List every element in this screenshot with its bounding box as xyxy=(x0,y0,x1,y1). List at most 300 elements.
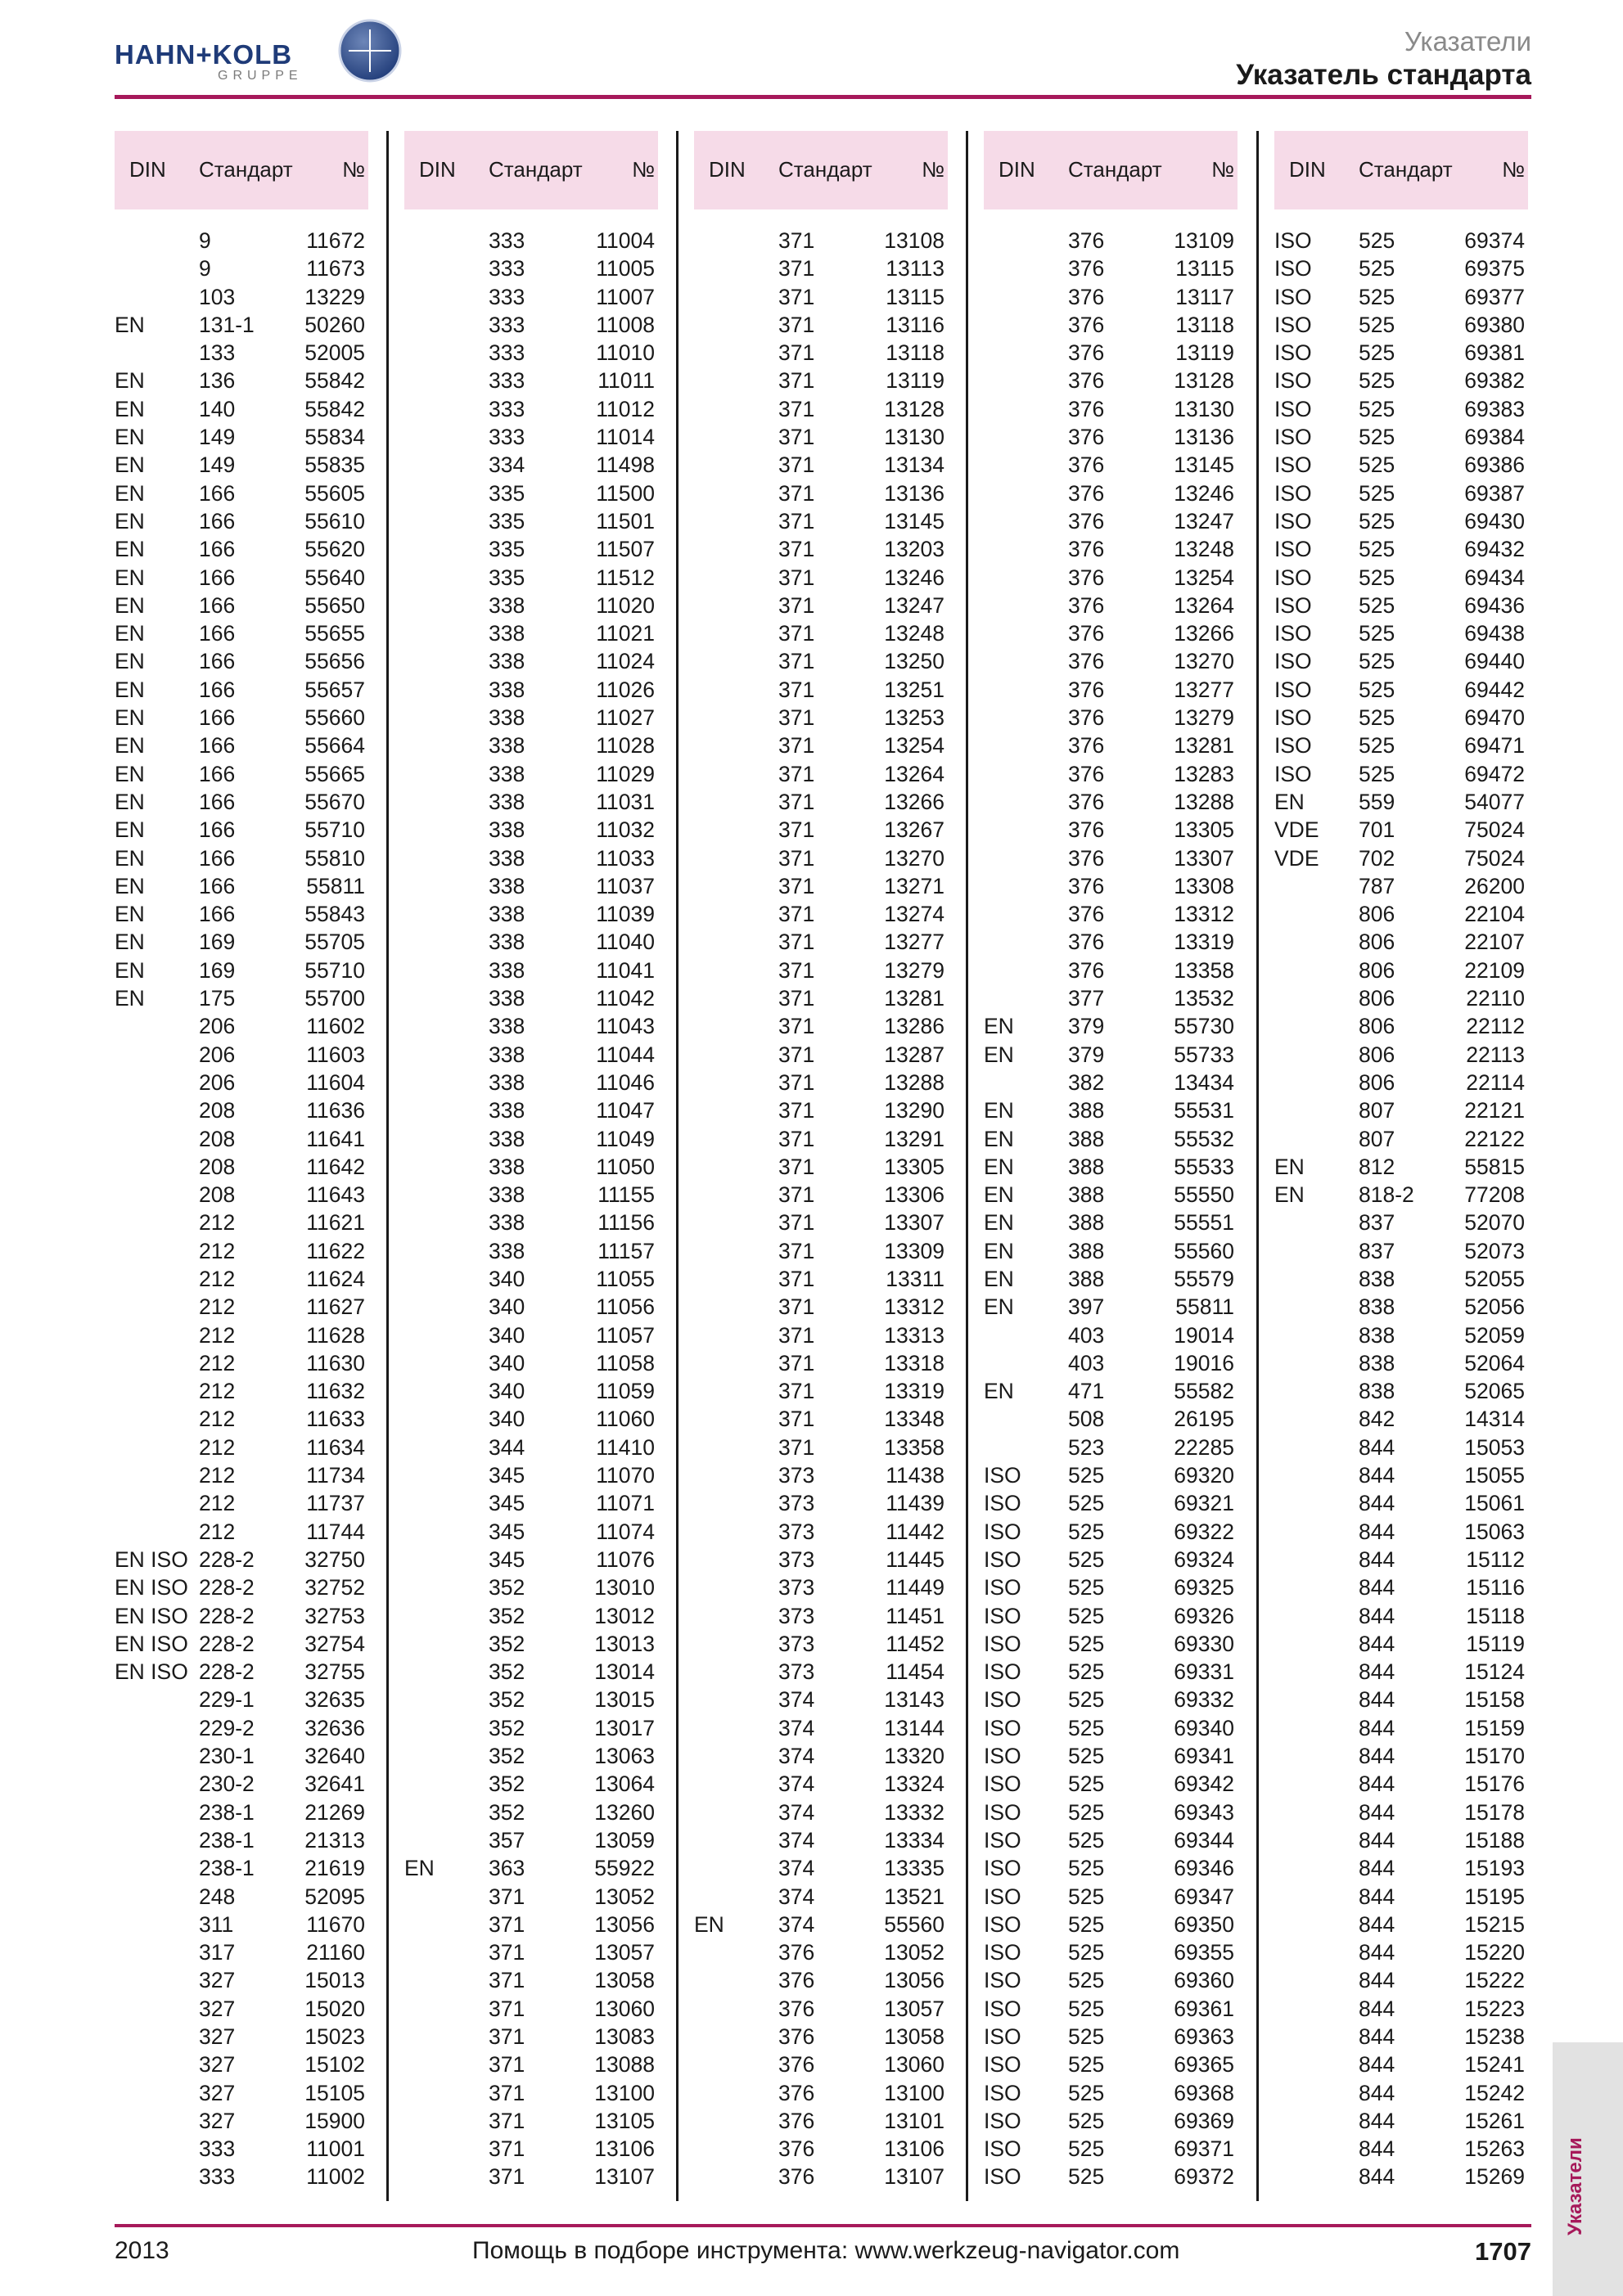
table-row xyxy=(984,1713,1238,1741)
standard-cell: 371 xyxy=(489,1884,525,1909)
table-row xyxy=(1274,1826,1528,1853)
number-cell: 69436 xyxy=(1464,592,1525,618)
table-row xyxy=(694,1769,948,1797)
table-row xyxy=(115,1180,368,1208)
table-row xyxy=(984,591,1238,619)
standard-cell: 208 xyxy=(199,1098,236,1123)
number-cell: 69386 xyxy=(1464,452,1525,478)
table-row xyxy=(404,899,658,927)
standard-cell: 335 xyxy=(489,480,525,506)
number-cell: 13279 xyxy=(1174,705,1234,731)
number-cell: 13083 xyxy=(594,2024,655,2049)
number-cell: 13119 xyxy=(1175,340,1234,366)
standard-cell: 371 xyxy=(778,873,815,898)
din-cell: ISO xyxy=(1274,256,1312,281)
standard-cell: 525 xyxy=(1359,761,1395,786)
standard-cell: 327 xyxy=(199,2024,236,2049)
number-cell: 13358 xyxy=(1174,957,1234,983)
table-row xyxy=(694,787,948,815)
table-row xyxy=(115,1236,368,1264)
standard-cell: 371 xyxy=(778,284,815,309)
table-row xyxy=(404,1321,658,1348)
number-cell: 11498 xyxy=(596,452,655,478)
standard-cell: 376 xyxy=(1068,480,1105,506)
number-cell: 11039 xyxy=(596,902,655,927)
number-cell: 15124 xyxy=(1464,1659,1525,1685)
table-row xyxy=(115,731,368,759)
standard-cell: 525 xyxy=(1068,1884,1105,1909)
standard-cell: 166 xyxy=(199,845,236,871)
table-row xyxy=(694,1068,948,1096)
standard-cell: 371 xyxy=(778,508,815,533)
standard-cell: 338 xyxy=(489,873,525,898)
table-row xyxy=(404,1264,658,1292)
standard-cell: 525 xyxy=(1068,1940,1105,1965)
table-row xyxy=(1274,310,1528,338)
standard-cell: 376 xyxy=(778,2164,815,2190)
number-cell: 15900 xyxy=(304,2108,365,2133)
number-cell: 11633 xyxy=(306,1407,365,1432)
standard-cell: 376 xyxy=(778,1996,815,2021)
number-cell: 15195 xyxy=(1464,1884,1525,1909)
standard-cell: 338 xyxy=(489,621,525,646)
number-cell: 13108 xyxy=(884,228,944,253)
standard-cell: 844 xyxy=(1359,1687,1395,1713)
table-row xyxy=(404,2078,658,2106)
table-row xyxy=(1274,1096,1528,1123)
table-row xyxy=(984,675,1238,703)
standard-cell: 525 xyxy=(1068,1491,1105,1516)
table-row xyxy=(115,1938,368,1965)
table-row xyxy=(404,759,658,787)
standard-cell: 338 xyxy=(489,1210,525,1236)
number-cell: 13229 xyxy=(304,284,365,309)
number-cell: 11622 xyxy=(306,1238,365,1263)
standard-cell: 388 xyxy=(1068,1126,1105,1151)
table-row xyxy=(984,815,1238,843)
table-row xyxy=(404,338,658,366)
number-cell: 32752 xyxy=(304,1575,365,1600)
number-cell: 55551 xyxy=(1174,1210,1234,1236)
number-cell: 55560 xyxy=(884,1911,944,1937)
number-cell: 13056 xyxy=(594,1911,655,1937)
index-column-5 xyxy=(1274,131,1528,2190)
standard-cell: 338 xyxy=(489,1154,525,1179)
number-cell: 55655 xyxy=(304,621,365,646)
din-cell: EN xyxy=(115,705,145,731)
standard-cell: 9 xyxy=(199,228,211,253)
number-cell: 13264 xyxy=(884,761,944,786)
column-separator xyxy=(1256,131,1259,2201)
table-row xyxy=(694,563,948,591)
table-row xyxy=(404,226,658,254)
number-cell: 11042 xyxy=(596,986,655,1011)
standard-cell: 371 xyxy=(489,2108,525,2133)
number-cell: 11155 xyxy=(597,1182,655,1208)
number-cell: 11500 xyxy=(596,480,655,506)
din-cell: ISO xyxy=(984,1968,1021,1993)
table-row xyxy=(694,1826,948,1853)
standard-cell: 338 xyxy=(489,1098,525,1123)
din-cell: ISO xyxy=(1274,537,1312,562)
table-row xyxy=(694,703,948,731)
table-row xyxy=(404,1545,658,1573)
number-cell: 13113 xyxy=(886,256,944,281)
standard-cell: 212 xyxy=(199,1379,236,1404)
table-row xyxy=(694,1292,948,1320)
table-row xyxy=(404,1376,658,1404)
number-cell: 11512 xyxy=(596,565,655,590)
standard-cell: 352 xyxy=(489,1744,525,1769)
table-row xyxy=(984,1124,1238,1152)
standard-cell: 345 xyxy=(489,1519,525,1544)
table-row xyxy=(984,1798,1238,1826)
number-cell: 15222 xyxy=(1464,1968,1525,1993)
table-row xyxy=(1274,1404,1528,1432)
din-cell: EN ISO xyxy=(115,1659,188,1685)
standard-cell: 166 xyxy=(199,789,236,814)
number-cell: 11634 xyxy=(306,1434,365,1460)
table-row xyxy=(404,1096,658,1123)
standard-cell: 212 xyxy=(199,1434,236,1460)
table-row xyxy=(1274,675,1528,703)
standard-cell: 379 xyxy=(1068,1014,1105,1039)
standard-cell: 371 xyxy=(778,845,815,871)
number-cell: 13105 xyxy=(594,2108,655,2133)
standard-cell: 371 xyxy=(778,761,815,786)
table-row xyxy=(984,1965,1238,1993)
table-row xyxy=(984,226,1238,254)
table-row xyxy=(1274,787,1528,815)
table-row xyxy=(404,1152,658,1180)
column-separator xyxy=(966,131,968,2201)
number-cell: 21619 xyxy=(304,1856,365,1881)
number-cell: 11032 xyxy=(596,817,655,843)
table-row xyxy=(984,1545,1238,1573)
number-cell: 13136 xyxy=(1174,425,1234,450)
standard-cell: 166 xyxy=(199,480,236,506)
standard-cell: 371 xyxy=(778,537,815,562)
standard-cell: 525 xyxy=(1068,2052,1105,2078)
standard-cell: 338 xyxy=(489,1238,525,1263)
table-row xyxy=(694,534,948,562)
din-cell: ISO xyxy=(984,1911,1021,1937)
number-cell: 13059 xyxy=(594,1827,655,1853)
standard-cell: 371 xyxy=(778,565,815,590)
number-cell: 15116 xyxy=(1466,1575,1525,1600)
standard-cell: 837 xyxy=(1359,1238,1395,1263)
table-row xyxy=(115,1152,368,1180)
standard-cell: 376 xyxy=(1068,957,1105,983)
table-row xyxy=(115,2022,368,2050)
standard-cell: 523 xyxy=(1068,1434,1105,1460)
table-row xyxy=(115,619,368,646)
number-cell: 13058 xyxy=(884,2024,944,2049)
number-cell: 11624 xyxy=(306,1266,365,1291)
number-cell: 13288 xyxy=(884,1069,944,1095)
standard-cell: 559 xyxy=(1359,789,1395,814)
standard-cell: 376 xyxy=(1068,789,1105,814)
table-row xyxy=(694,591,948,619)
standard-cell: 371 xyxy=(778,340,815,366)
number-cell: 13116 xyxy=(886,312,944,337)
table-row xyxy=(694,1264,948,1292)
number-cell: 69371 xyxy=(1174,2136,1234,2162)
number-cell: 55730 xyxy=(1174,1014,1234,1039)
din-cell: ISO xyxy=(984,2164,1021,2190)
table-row xyxy=(115,1124,368,1152)
table-row xyxy=(984,1180,1238,1208)
table-row xyxy=(404,619,658,646)
din-cell: EN xyxy=(984,1154,1014,1179)
standard-cell: 371 xyxy=(778,1350,815,1375)
number-cell: 13064 xyxy=(594,1772,655,1797)
standard-cell: 818-2 xyxy=(1359,1182,1414,1208)
standard-cell: 844 xyxy=(1359,1603,1395,1628)
standard-cell: 376 xyxy=(1068,621,1105,646)
table-row xyxy=(115,759,368,787)
number-cell: 11010 xyxy=(596,340,655,366)
number-cell: 11070 xyxy=(596,1463,655,1488)
din-cell: ISO xyxy=(984,1519,1021,1544)
table-row xyxy=(115,1741,368,1769)
table-row xyxy=(694,310,948,338)
standard-cell: 376 xyxy=(1068,537,1105,562)
standard-cell: 352 xyxy=(489,1575,525,1600)
number-cell: 13145 xyxy=(1174,452,1234,478)
table-row xyxy=(694,1011,948,1039)
table-row xyxy=(404,254,658,281)
number-cell: 11449 xyxy=(886,1575,944,1600)
number-cell: 55922 xyxy=(594,1856,655,1881)
standard-cell: 166 xyxy=(199,733,236,759)
table-row xyxy=(404,1685,658,1713)
din-cell: ISO xyxy=(984,1744,1021,1769)
number-cell: 11501 xyxy=(596,508,655,533)
number-cell: 55835 xyxy=(304,452,365,478)
standard-cell: 373 xyxy=(778,1491,815,1516)
number-cell: 11074 xyxy=(596,1519,655,1544)
number-cell: 11037 xyxy=(596,873,655,898)
standard-cell: 844 xyxy=(1359,1940,1395,1965)
number-cell: 55582 xyxy=(1174,1379,1234,1404)
table-row xyxy=(984,1040,1238,1068)
number-cell: 13309 xyxy=(884,1238,944,1263)
standard-cell: 844 xyxy=(1359,1884,1395,1909)
number-cell: 55610 xyxy=(304,508,365,533)
table-row xyxy=(404,1573,658,1600)
table-row xyxy=(694,366,948,394)
header-standard: Стандарт xyxy=(199,157,293,182)
table-row xyxy=(1274,1180,1528,1208)
number-cell: 69322 xyxy=(1174,1519,1234,1544)
table-row xyxy=(694,254,948,281)
standard-cell: 525 xyxy=(1068,1463,1105,1488)
din-cell: ISO xyxy=(1274,396,1312,421)
table-row xyxy=(115,1769,368,1797)
number-cell: 26200 xyxy=(1464,873,1525,898)
din-cell: ISO xyxy=(984,1715,1021,1740)
standard-cell: 842 xyxy=(1359,1407,1395,1432)
header-number: № xyxy=(922,157,944,182)
number-cell: 19016 xyxy=(1174,1350,1234,1375)
number-cell: 13291 xyxy=(884,1126,944,1151)
number-cell: 69350 xyxy=(1174,1911,1234,1937)
number-cell: 11001 xyxy=(306,2136,365,2162)
standard-cell: 525 xyxy=(1068,1631,1105,1656)
table-row xyxy=(1274,899,1528,927)
number-cell: 15241 xyxy=(1464,2052,1525,2078)
table-row xyxy=(984,2050,1238,2078)
standard-cell: 379 xyxy=(1068,1042,1105,1067)
standard-cell: 166 xyxy=(199,621,236,646)
number-cell: 15193 xyxy=(1464,1856,1525,1881)
standard-cell: 838 xyxy=(1359,1379,1395,1404)
standard-cell: 311 xyxy=(199,1911,234,1937)
number-cell: 13119 xyxy=(886,368,944,394)
standard-cell: 376 xyxy=(778,2024,815,2049)
number-cell: 69321 xyxy=(1174,1491,1234,1516)
standard-cell: 371 xyxy=(489,2164,525,2190)
number-cell: 13281 xyxy=(884,986,944,1011)
standard-cell: 371 xyxy=(778,1294,815,1320)
standard-cell: 844 xyxy=(1359,1799,1395,1825)
number-cell: 11047 xyxy=(596,1098,655,1123)
table-row xyxy=(1274,1545,1528,1573)
number-cell: 69387 xyxy=(1464,480,1525,506)
table-row xyxy=(984,787,1238,815)
standard-cell: 388 xyxy=(1068,1154,1105,1179)
table-row xyxy=(694,1685,948,1713)
standard-cell: 376 xyxy=(1068,312,1105,337)
standard-cell: 376 xyxy=(1068,677,1105,702)
standard-cell: 373 xyxy=(778,1603,815,1628)
number-cell: 13248 xyxy=(1174,537,1234,562)
number-cell: 22113 xyxy=(1466,1042,1525,1067)
standard-cell: 238-1 xyxy=(199,1799,255,1825)
table-row xyxy=(1274,1124,1528,1152)
table-row xyxy=(984,1376,1238,1404)
standard-cell: 334 xyxy=(489,452,525,478)
number-cell: 15269 xyxy=(1464,2164,1525,2190)
din-cell: ISO xyxy=(1274,340,1312,366)
number-cell: 22107 xyxy=(1464,930,1525,955)
table-row xyxy=(694,1938,948,1965)
index-column-3 xyxy=(694,131,948,2190)
number-cell: 11024 xyxy=(596,649,655,674)
table-row xyxy=(404,1713,658,1741)
standard-cell: 338 xyxy=(489,902,525,927)
number-cell: 69331 xyxy=(1174,1659,1234,1685)
number-cell: 13267 xyxy=(884,817,944,843)
standard-cell: 525 xyxy=(1359,649,1395,674)
standard-cell: 371 xyxy=(489,1911,525,1937)
standard-cell: 525 xyxy=(1068,1856,1105,1881)
table-row xyxy=(984,366,1238,394)
table-row xyxy=(984,703,1238,731)
number-cell: 11452 xyxy=(886,1631,944,1656)
table-row xyxy=(694,1376,948,1404)
header-standard: Стандарт xyxy=(1359,157,1453,182)
table-row xyxy=(984,984,1238,1011)
standard-cell: 844 xyxy=(1359,2164,1395,2190)
number-cell: 55657 xyxy=(304,677,365,702)
standard-cell: 376 xyxy=(1068,396,1105,421)
standard-cell: 807 xyxy=(1359,1126,1395,1151)
table-row xyxy=(404,1433,658,1461)
standard-cell: 525 xyxy=(1359,340,1395,366)
table-row xyxy=(1274,2162,1528,2190)
standard-cell: 338 xyxy=(489,789,525,814)
number-cell: 11058 xyxy=(596,1350,655,1375)
standard-cell: 376 xyxy=(778,2052,815,2078)
number-cell: 11059 xyxy=(596,1379,655,1404)
standard-cell: 525 xyxy=(1068,1968,1105,1993)
number-cell: 13287 xyxy=(884,1042,944,1067)
number-cell: 69377 xyxy=(1464,284,1525,309)
number-cell: 13058 xyxy=(594,1968,655,1993)
number-cell: 13012 xyxy=(594,1603,655,1628)
table-row xyxy=(694,2050,948,2078)
standard-cell: 208 xyxy=(199,1182,236,1208)
number-cell: 55842 xyxy=(304,368,365,394)
table-row xyxy=(694,226,948,254)
din-cell: EN xyxy=(115,873,145,898)
standard-cell: 374 xyxy=(778,1827,815,1853)
standard-cell: 844 xyxy=(1359,1911,1395,1937)
din-cell: ISO xyxy=(1274,677,1312,702)
header-category: Указатели xyxy=(1404,26,1531,56)
header-number: № xyxy=(1502,157,1525,182)
side-tab[interactable] xyxy=(1553,2042,1623,2296)
index-column-4 xyxy=(984,131,1238,2190)
number-cell: 11621 xyxy=(306,1210,365,1236)
table-row xyxy=(404,394,658,422)
number-cell: 13060 xyxy=(884,2052,944,2078)
standard-cell: 844 xyxy=(1359,1659,1395,1685)
table-row xyxy=(984,1488,1238,1516)
number-cell: 13251 xyxy=(884,677,944,702)
table-row xyxy=(1274,394,1528,422)
table-row xyxy=(115,1853,368,1881)
table-row xyxy=(694,675,948,703)
table-row xyxy=(984,871,1238,899)
table-row xyxy=(1274,1798,1528,1826)
number-cell: 69381 xyxy=(1464,340,1525,366)
standard-cell: 371 xyxy=(778,256,815,281)
standard-cell: 525 xyxy=(1359,284,1395,309)
table-row xyxy=(115,1264,368,1292)
number-cell: 13101 xyxy=(884,2108,944,2133)
standard-cell: 376 xyxy=(1068,508,1105,533)
standard-cell: 388 xyxy=(1068,1238,1105,1263)
table-row xyxy=(115,2106,368,2134)
standard-cell: 376 xyxy=(1068,705,1105,731)
standard-cell: 371 xyxy=(778,1069,815,1095)
table-row xyxy=(115,338,368,366)
number-cell: 13130 xyxy=(1174,396,1234,421)
table-row xyxy=(404,591,658,619)
header-din: DIN xyxy=(999,157,1035,182)
number-cell: 11636 xyxy=(306,1098,365,1123)
standard-cell: 327 xyxy=(199,2108,236,2133)
number-cell: 69470 xyxy=(1464,705,1525,731)
din-cell: ISO xyxy=(984,1546,1021,1572)
number-cell: 69369 xyxy=(1174,2108,1234,2133)
number-cell: 11004 xyxy=(596,228,655,253)
table-row xyxy=(694,1096,948,1123)
number-cell: 15061 xyxy=(1464,1491,1525,1516)
